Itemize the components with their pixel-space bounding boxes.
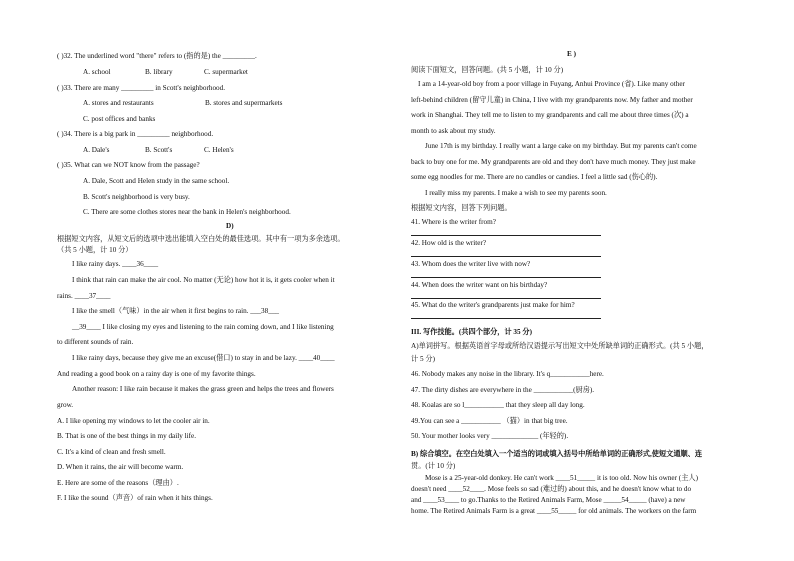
q33-option-b: B. stores and supermarkets (205, 99, 283, 107)
d-option-b: B. That is one of the best things in my daily life. (57, 432, 197, 440)
passage-line: back to buy one for me. My grandparents are old and they don't have much money. They just make (411, 158, 696, 166)
question-45: 45. What do the writer's grandparents just make for him? (411, 301, 575, 309)
q35-option-a: A. Dale, Scott and Helen study in the same school. (83, 177, 230, 185)
passage-line: I really miss my parents. I make a wish to see my parents soon. (425, 189, 607, 197)
section-e-instructions-2: 根据短文内容，回答下列问题。 (411, 204, 512, 212)
section-b-points: 贯。(计 10 分) (411, 462, 456, 470)
question-46: 46. Nobody makes any noise in the library. It's q___________here. (411, 370, 604, 378)
q34-option-a: A. Dale's (83, 146, 110, 154)
question-49: 49.You can see a ___________ （猫）in that big tree. (411, 417, 568, 425)
passage-line: grow. (57, 401, 74, 409)
question-35: ( )35. What can we NOT know from the passage? (57, 161, 200, 169)
question-33: ( )33. There are many _________ in Scott's neighborhood. (57, 84, 226, 92)
q32-option-b: B. library (145, 68, 173, 76)
passage-line: doesn't need ____52____. Mose feels so sad (难过的) about this, and he doesn't know what to do (411, 485, 692, 493)
answer-line (411, 256, 601, 257)
question-44: 44. When does the writer want on his birthday? (411, 281, 548, 289)
question-47: 47. The dirty dishes are everywhere in the ___________(厨房). (411, 386, 595, 394)
passage-line: work in Shanghai. They tell me to listen to my grandparents and call me about three times (次) a (411, 111, 689, 119)
section-d-instructions: 根据短文内容，从短文后的选项中选出能填入空白处的最佳选项。其中有一项为多余选项。 (57, 235, 345, 243)
passage-line: left-behind children (留守儿童) in China, I live with my grandparents now. My father and mother (411, 96, 693, 104)
passage-line: Mose is a 25-year-old donkey. He can't work ____51_____ it is too old. Now his owner (主人) (425, 474, 698, 482)
answer-line (411, 277, 601, 278)
passage-line: some egg noodles for me. There are no candles or candies. I feel a little sad (伤心的). (411, 173, 658, 181)
d-option-d: D. When it rains, the air will become warm. (57, 463, 184, 471)
passage-line: home. The Retired Animals Farm is a great ____55_____ for old animals. The workers on the farm (411, 507, 697, 515)
answer-line (411, 318, 601, 319)
section-a-instructions: A)单词拼写。根据英语首字母或所给汉语提示写出短文中处所缺单词的正确形式。(共 5 小题， (411, 342, 709, 350)
passage-line: I like the smell（气味）in the air when it first begins to rain. ___38___ (72, 307, 280, 315)
section-a-points: 计 5 分) (411, 355, 435, 363)
passage-line: I like rainy days, because they give me an excuse(借口) to stay in and be lazy. ____40____ (72, 354, 335, 362)
answer-line (411, 235, 601, 236)
passage-line: I am a 14-year-old boy from a poor village in Fuyang, Anhui Province (省). Like many other (418, 80, 685, 88)
d-option-c: C. It's a kind of clean and fresh smell. (57, 448, 166, 456)
q34-option-c: C. Helen's (204, 146, 234, 154)
question-41: 41. Where is the writer from? (411, 218, 496, 226)
section-b-instructions: B) 综合填空。在空白处填入一个适当的词或填入括号中所给单词的正确形式,使短文通顺、连 (411, 450, 703, 458)
q32-option-a: A. school (83, 68, 111, 76)
question-50: 50. Your mother looks very _____________ (年轻的). (411, 432, 569, 440)
section-d-points: （共 5 小题，计 10 分） (57, 246, 133, 254)
passage-line: and ____53____ to go.Thanks to the Retired Animals Farm, Mose _____54_____ (have) a new (411, 496, 686, 504)
q35-option-b: B. Scott's neighborhood is very busy. (83, 193, 190, 201)
d-option-f: F. I like the sound（声音）of rain when it hits things. (57, 494, 213, 502)
passage-line: Another reason: I like rain because it makes the grass green and helps the trees and flowers (72, 385, 334, 393)
q33-option-c: C. post offices and banks (83, 115, 156, 123)
q35-option-c: C. There are some clothes stores near the bank in Helen's neighborhood. (83, 208, 291, 216)
passage-line: __39____ I like closing my eyes and listening to the rain coming down, and I like listening (72, 323, 334, 331)
q32-option-c: C. supermarket (204, 68, 248, 76)
question-48: 48. Koalas are so l___________ that they sleep all day long. (411, 401, 585, 409)
passage-line: rains. ____37____ (57, 292, 111, 300)
q33-option-a: A. stores and restaurants (83, 99, 154, 107)
question-34: ( )34. There is a big park in _________ neighborhood. (57, 130, 214, 138)
question-32: ( )32. The underlined word "there" refers to (指的是) the _________. (57, 52, 257, 60)
question-43: 43. Whom does the writer live with now? (411, 260, 531, 268)
section-iii-heading: III. 写作技能。(共四个部分，计 35 分) (411, 328, 532, 336)
passage-line: June 17th is my birthday. I really want a large cake on my birthday. But my parents can't come (425, 142, 697, 150)
q34-option-b: B. Scott's (145, 146, 173, 154)
answer-line (411, 298, 601, 299)
passage-line: month to ask about my study. (411, 127, 496, 135)
passage-line: I like rainy days. ____36____ (72, 260, 159, 268)
passage-line: I think that rain can make the air cool. No matter (无论) how hot it is, it gets cooler when it (72, 276, 335, 284)
d-option-e: E. Here are some of the reasons（理由）. (57, 479, 179, 487)
section-d-title: D) (226, 222, 234, 230)
section-e-instructions: 阅读下面短文，回答问题。(共 5 小题，计 10 分) (411, 66, 564, 74)
section-e-title: E ) (567, 50, 576, 58)
passage-line: to different sounds of rain. (57, 338, 134, 346)
d-option-a: A. I like opening my windows to let the cooler air in. (57, 417, 210, 425)
passage-line: And reading a good book on a rainy day is one of my favorite things. (57, 370, 256, 378)
question-42: 42. How old is the writer? (411, 239, 487, 247)
